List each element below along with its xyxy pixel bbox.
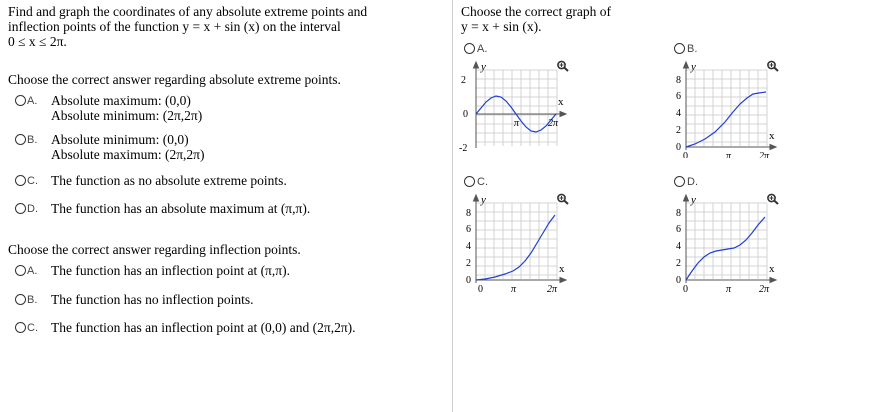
grid bbox=[686, 203, 767, 279]
y-tick-label: 0 bbox=[466, 275, 471, 286]
x-tick-label: π bbox=[511, 284, 517, 295]
y-tick-label: 0 bbox=[463, 109, 468, 120]
radio-button[interactable] bbox=[15, 175, 26, 186]
x-tick-label: 2π bbox=[759, 151, 770, 158]
radio-button[interactable] bbox=[15, 203, 26, 214]
option-letter: C. bbox=[27, 322, 38, 334]
graph-option-a-select[interactable] bbox=[460, 42, 500, 56]
y-tick-label: 4 bbox=[676, 108, 681, 119]
option-line-1: The function as no absolute extreme points. bbox=[51, 173, 287, 188]
x-tick-label: π bbox=[726, 151, 732, 158]
x-axis-label: x bbox=[558, 96, 564, 108]
option-line-1: The function has an inflection point at (0,0) and (2π,2π). bbox=[51, 320, 356, 335]
option-letter: B. bbox=[27, 134, 38, 146]
x-tick-label: 2π bbox=[548, 118, 559, 129]
graph-question bbox=[461, 4, 611, 34]
y-tick-label: 0 bbox=[676, 275, 681, 286]
grid bbox=[686, 70, 767, 146]
y-tick-label: 2 bbox=[676, 258, 681, 269]
y-tick-label: 8 bbox=[466, 208, 471, 219]
extreme-prompt: Choose the correct answer regarding absolute extreme points. bbox=[8, 72, 341, 87]
x-tick-label: 2π bbox=[759, 284, 770, 295]
graph-b bbox=[665, 58, 785, 158]
column-divider bbox=[452, 0, 453, 412]
curve-option-c bbox=[476, 215, 555, 280]
x-axis-label: x bbox=[769, 263, 775, 275]
graph-question-line-1: Choose the correct graph of bbox=[461, 4, 611, 19]
option-letter: D. bbox=[687, 176, 698, 188]
y-axis-label: y bbox=[691, 61, 696, 73]
graph-question-line-2: y = x + sin (x). bbox=[461, 19, 542, 34]
graph-a bbox=[455, 58, 575, 158]
graph-c bbox=[455, 191, 575, 296]
y-tick-label: 0 bbox=[676, 142, 681, 153]
option-line-2: Absolute maximum: (2π,2π) bbox=[51, 147, 205, 162]
question-line-2: inflection points of the function y = x + sin (x) on the interval bbox=[8, 19, 341, 34]
y-tick-label: 2 bbox=[461, 75, 466, 86]
radio-button[interactable] bbox=[15, 322, 26, 333]
curve-option-b bbox=[686, 92, 766, 147]
radio-button[interactable] bbox=[674, 176, 685, 187]
origin-label: 0 bbox=[683, 284, 688, 295]
y-axis-label: y bbox=[691, 194, 696, 206]
graph-d bbox=[665, 191, 785, 296]
extreme-option-c[interactable] bbox=[0, 172, 440, 189]
option-letter: A. bbox=[27, 265, 38, 277]
extreme-option-d[interactable] bbox=[0, 200, 440, 217]
option-line-1: The function has an inflection point at (π,π). bbox=[51, 263, 290, 278]
y-tick-label: -2 bbox=[459, 143, 468, 154]
option-letter: B. bbox=[687, 43, 698, 55]
y-axis-label: y bbox=[481, 61, 486, 73]
option-line-1: The function has an absolute maximum at (π,π). bbox=[51, 201, 311, 216]
option-line-1: The function has no inflection points. bbox=[51, 292, 254, 307]
graph-option-c-select[interactable] bbox=[460, 175, 500, 189]
option-letter: B. bbox=[27, 294, 38, 306]
y-tick-label: 2 bbox=[466, 258, 471, 269]
graph-option-b-select[interactable] bbox=[670, 42, 710, 56]
radio-button[interactable] bbox=[15, 294, 26, 305]
radio-button[interactable] bbox=[674, 43, 685, 54]
option-line-1: Absolute maximum: (0,0) bbox=[51, 93, 191, 108]
question-line-3: 0 ≤ x ≤ 2π. bbox=[8, 34, 67, 49]
x-tick-label: π bbox=[514, 118, 520, 129]
origin-label: 0 bbox=[478, 284, 483, 295]
y-tick-label: 6 bbox=[676, 91, 681, 102]
radio-button[interactable] bbox=[464, 176, 475, 187]
graph-option-d-select[interactable] bbox=[670, 175, 710, 189]
y-axis-label: y bbox=[481, 194, 486, 206]
option-letter: A. bbox=[27, 95, 38, 107]
axes bbox=[474, 62, 567, 148]
y-tick-label: 6 bbox=[676, 224, 681, 235]
radio-button[interactable] bbox=[15, 134, 26, 145]
question-text bbox=[8, 4, 367, 49]
y-tick-label: 6 bbox=[466, 224, 471, 235]
x-tick-label: π bbox=[726, 284, 732, 295]
option-line-1: Absolute minimum: (0,0) bbox=[51, 132, 189, 147]
curve-option-d bbox=[686, 217, 765, 280]
y-tick-label: 4 bbox=[466, 241, 471, 252]
question-line-1: Find and graph the coordinates of any absolute extreme points and bbox=[8, 4, 368, 19]
inflection-prompt: Choose the correct answer regarding inflection points. bbox=[8, 242, 301, 257]
y-tick-label: 8 bbox=[676, 75, 681, 86]
grid bbox=[476, 70, 557, 146]
origin-label: 0 bbox=[683, 151, 688, 158]
option-letter: A. bbox=[477, 43, 488, 55]
y-tick-label: 8 bbox=[676, 208, 681, 219]
radio-button[interactable] bbox=[15, 265, 26, 276]
x-axis-label: x bbox=[559, 263, 565, 275]
option-letter: D. bbox=[27, 203, 38, 215]
extreme-option-a[interactable] bbox=[0, 92, 440, 124]
y-tick-label: 2 bbox=[676, 125, 681, 136]
y-tick-label: 4 bbox=[676, 241, 681, 252]
radio-button[interactable] bbox=[464, 43, 475, 54]
inflection-option-b[interactable] bbox=[0, 291, 440, 308]
inflection-option-a[interactable] bbox=[0, 262, 440, 279]
option-letter: C. bbox=[27, 175, 38, 187]
option-line-2: Absolute minimum: (2π,2π) bbox=[51, 108, 203, 123]
x-tick-label: 2π bbox=[547, 284, 558, 295]
grid bbox=[476, 203, 557, 279]
extreme-option-b[interactable] bbox=[0, 131, 440, 163]
option-letter: C. bbox=[477, 176, 488, 188]
x-axis-label: x bbox=[769, 130, 775, 142]
inflection-option-c[interactable] bbox=[0, 319, 440, 336]
radio-button[interactable] bbox=[15, 95, 26, 106]
